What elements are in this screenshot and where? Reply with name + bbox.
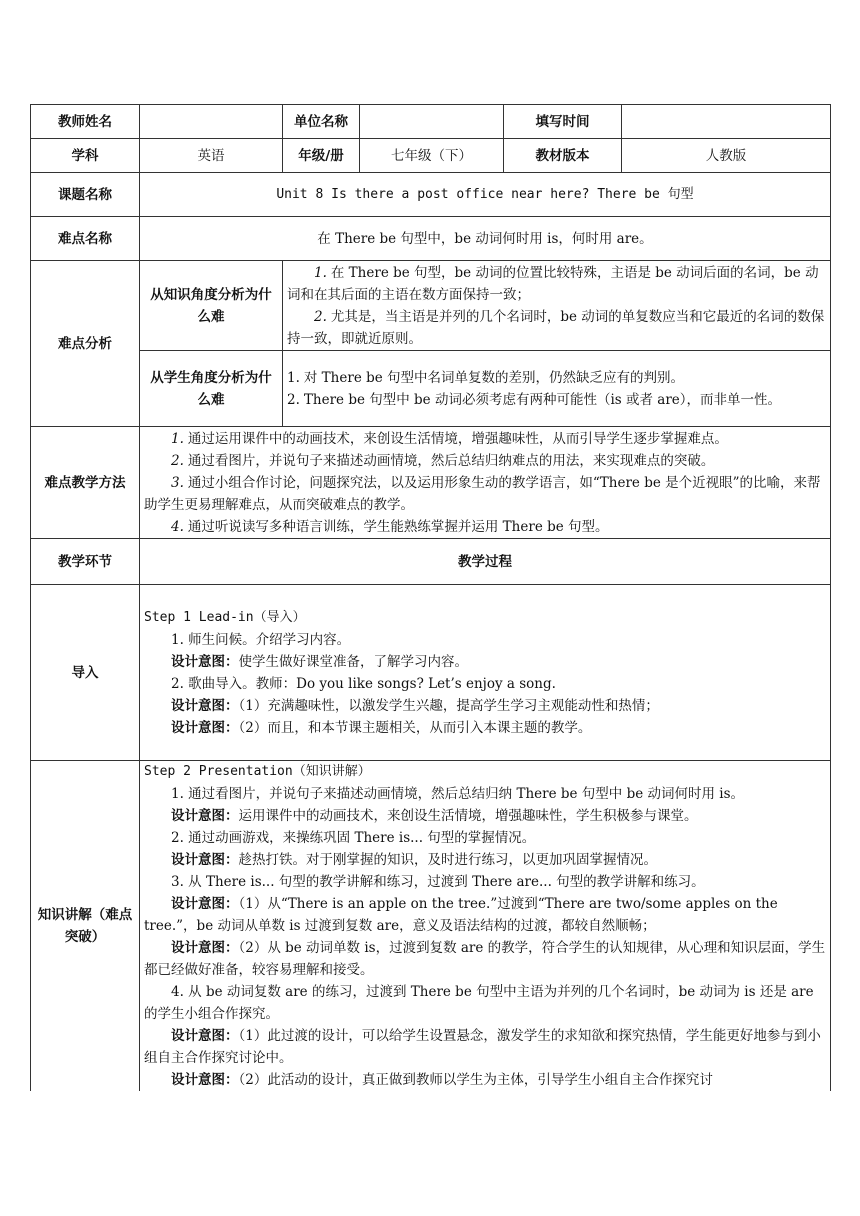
presentation-line: 设计意图：（2）此活动的设计，真正做到教师以学生为主体，引导学生小组自主合作探究讨: [171, 1072, 713, 1088]
knowledge-item: 2. 尤其是，当主语是并列的几个名词时，be 动词的单复数应当和它最近的名词的数保持一致，即就近原则。: [287, 308, 825, 347]
analysis-student-row: [31, 351, 831, 427]
edition-label: 教材版本: [504, 139, 622, 173]
presentation-line: 1. 通过看图片，并说句子来描述动画情境，然后总结归纳 There be 句型中 be 动词何时用 is。: [171, 786, 745, 802]
presentation-line: 设计意图：（2）从 be 动词单数 is，过渡到复数 are 的教学，符合学生的认知规律，从心理和知识层面，学生都已经做好准备，较容易理解和接受。: [144, 940, 826, 978]
leadin-line: 1. 师生问候。介绍学习内容。: [171, 631, 351, 648]
method-item: 3. 通过小组合作讨论，问题探究法，以及运用形象生动的教学语言，如“There be 是个近视眼”的比喻，来帮助学生更易理解难点，从而突破难点的教学。: [144, 474, 821, 513]
analysis-label: 难点分析: [31, 261, 140, 427]
difficulty-label: 难点名称: [31, 217, 140, 261]
difficulty-value: 在 There be 句型中，be 动词何时用 is，何时用 are。: [140, 217, 831, 261]
presentation-line: 设计意图：（1）此过渡的设计，可以给学生设置悬念，激发学生的求知欲和探究热情，学生能更好地参与到小组自主合作探究讨论中。: [144, 1028, 821, 1066]
knowledge-item: 1. 在 There be 句型，be 动词的位置比较特殊，主语是 be 动词后面的名词，be 动词和在其后面的主语在数方面保持一致；: [287, 264, 819, 303]
teacher-name-label: 教师姓名: [31, 105, 140, 139]
fill-time-label: 填写时间: [504, 105, 622, 139]
grade-value: 七年级（下）: [360, 139, 504, 173]
process-header-row: [31, 539, 831, 585]
methods-row: [31, 427, 831, 539]
subject-value: 英语: [140, 139, 283, 173]
presentation-row: [31, 761, 831, 1092]
topic-row: [31, 173, 831, 217]
leadin-line: 2. 歌曲导入。教师：Do you like songs? Let’s enjoy a song.: [171, 675, 556, 692]
presentation-line: 3. 从 There is... 句型的教学讲解和练习，过渡到 There are... 句型的教学讲解和练习。: [171, 874, 705, 890]
leadin-title: Step 1 Lead-in（导入）: [144, 609, 306, 625]
presentation-line: 设计意图：运用课件中的动画技术，来创设生活情境，增强趣味性，学生积极参与课堂。: [171, 808, 698, 824]
header-row: [31, 105, 831, 139]
subject-label: 学科: [31, 139, 140, 173]
leadin-label: 导入: [31, 585, 140, 761]
knowledge-angle-content: [283, 261, 831, 351]
methods-label: 难点教学方法: [31, 427, 140, 539]
leadin-row: [31, 585, 831, 761]
stage-label: 教学环节: [31, 539, 140, 585]
student-item: 1. 对 There be 句型中名词单复数的差别，仍然缺乏应有的判别。: [287, 369, 685, 386]
topic-value: Unit 8 Is there a post office near here? There be 句型: [140, 173, 831, 217]
knowledge-angle-label: 从知识角度分析为什么难: [140, 261, 283, 351]
grade-label: 年级/册: [283, 139, 360, 173]
lesson-plan-table: [30, 104, 831, 1091]
unit-name-label: 单位名称: [283, 105, 360, 139]
presentation-title: Step 2 Presentation（知识讲解）: [144, 764, 371, 779]
unit-name-value: [360, 105, 504, 139]
presentation-line: 4. 从 be 动词复数 are 的练习，过渡到 There be 句型中主语为并列的几个名词时，be 动词为 is 还是 are 的学生小组合作探究。: [144, 984, 814, 1022]
student-angle-content: [283, 351, 831, 427]
student-angle-label: 从学生角度分析为什么难: [140, 351, 283, 427]
leadin-line: 设计意图：使学生做好课堂准备，了解学习内容。: [171, 653, 468, 670]
presentation-label: 知识讲解（难点突破）: [31, 761, 140, 1092]
presentation-content: [140, 761, 831, 1092]
methods-content: [140, 427, 831, 539]
leadin-line: 设计意图：（1）充满趣味性，以激发学生兴趣，提高学生学习主观能动性和热情；: [171, 697, 659, 714]
fill-time-value: [622, 105, 831, 139]
edition-value: 人教版: [622, 139, 831, 173]
presentation-line: 2. 通过动画游戏，来操练巩固 There is... 句型的掌握情况。: [171, 830, 536, 846]
process-label: 教学过程: [140, 539, 831, 585]
student-item: 2. There be 句型中 be 动词必须考虑有两种可能性（is 或者 are），而非单一性。: [287, 391, 782, 408]
analysis-knowledge-row: [31, 261, 831, 351]
difficulty-row: [31, 217, 831, 261]
method-item: 4. 通过听说读写多种语言训练，学生能熟练掌握并运用 There be 句型。: [171, 518, 609, 535]
method-item: 2. 通过看图片，并说句子来描述动画情境，然后总结归纳难点的用法，来实现难点的突破。: [171, 452, 715, 469]
subject-row: [31, 139, 831, 173]
method-item: 1. 通过运用课件中的动画技术，来创设生活情境，增强趣味性，从而引导学生逐步掌握难点。: [171, 430, 728, 447]
presentation-line: 设计意图：趁热打铁。对于刚掌握的知识，及时进行练习，以更加巩固掌握情况。: [171, 852, 657, 868]
leadin-content: [140, 585, 831, 761]
lesson-plan-page: [30, 104, 830, 1091]
presentation-line: 设计意图：（1）从“There is an apple on the tree.”过渡到“There are two/some apples on the tree.”，be 动词从单数 is 过渡到复数 are，意义及语法结构的过渡，都较自然顺畅；: [144, 896, 778, 934]
teacher-name-value: [140, 105, 283, 139]
topic-label: 课题名称: [31, 173, 140, 217]
leadin-line: 设计意图：（2）而且，和本节课主题相关，从而引入本课主题的教学。: [171, 719, 592, 736]
